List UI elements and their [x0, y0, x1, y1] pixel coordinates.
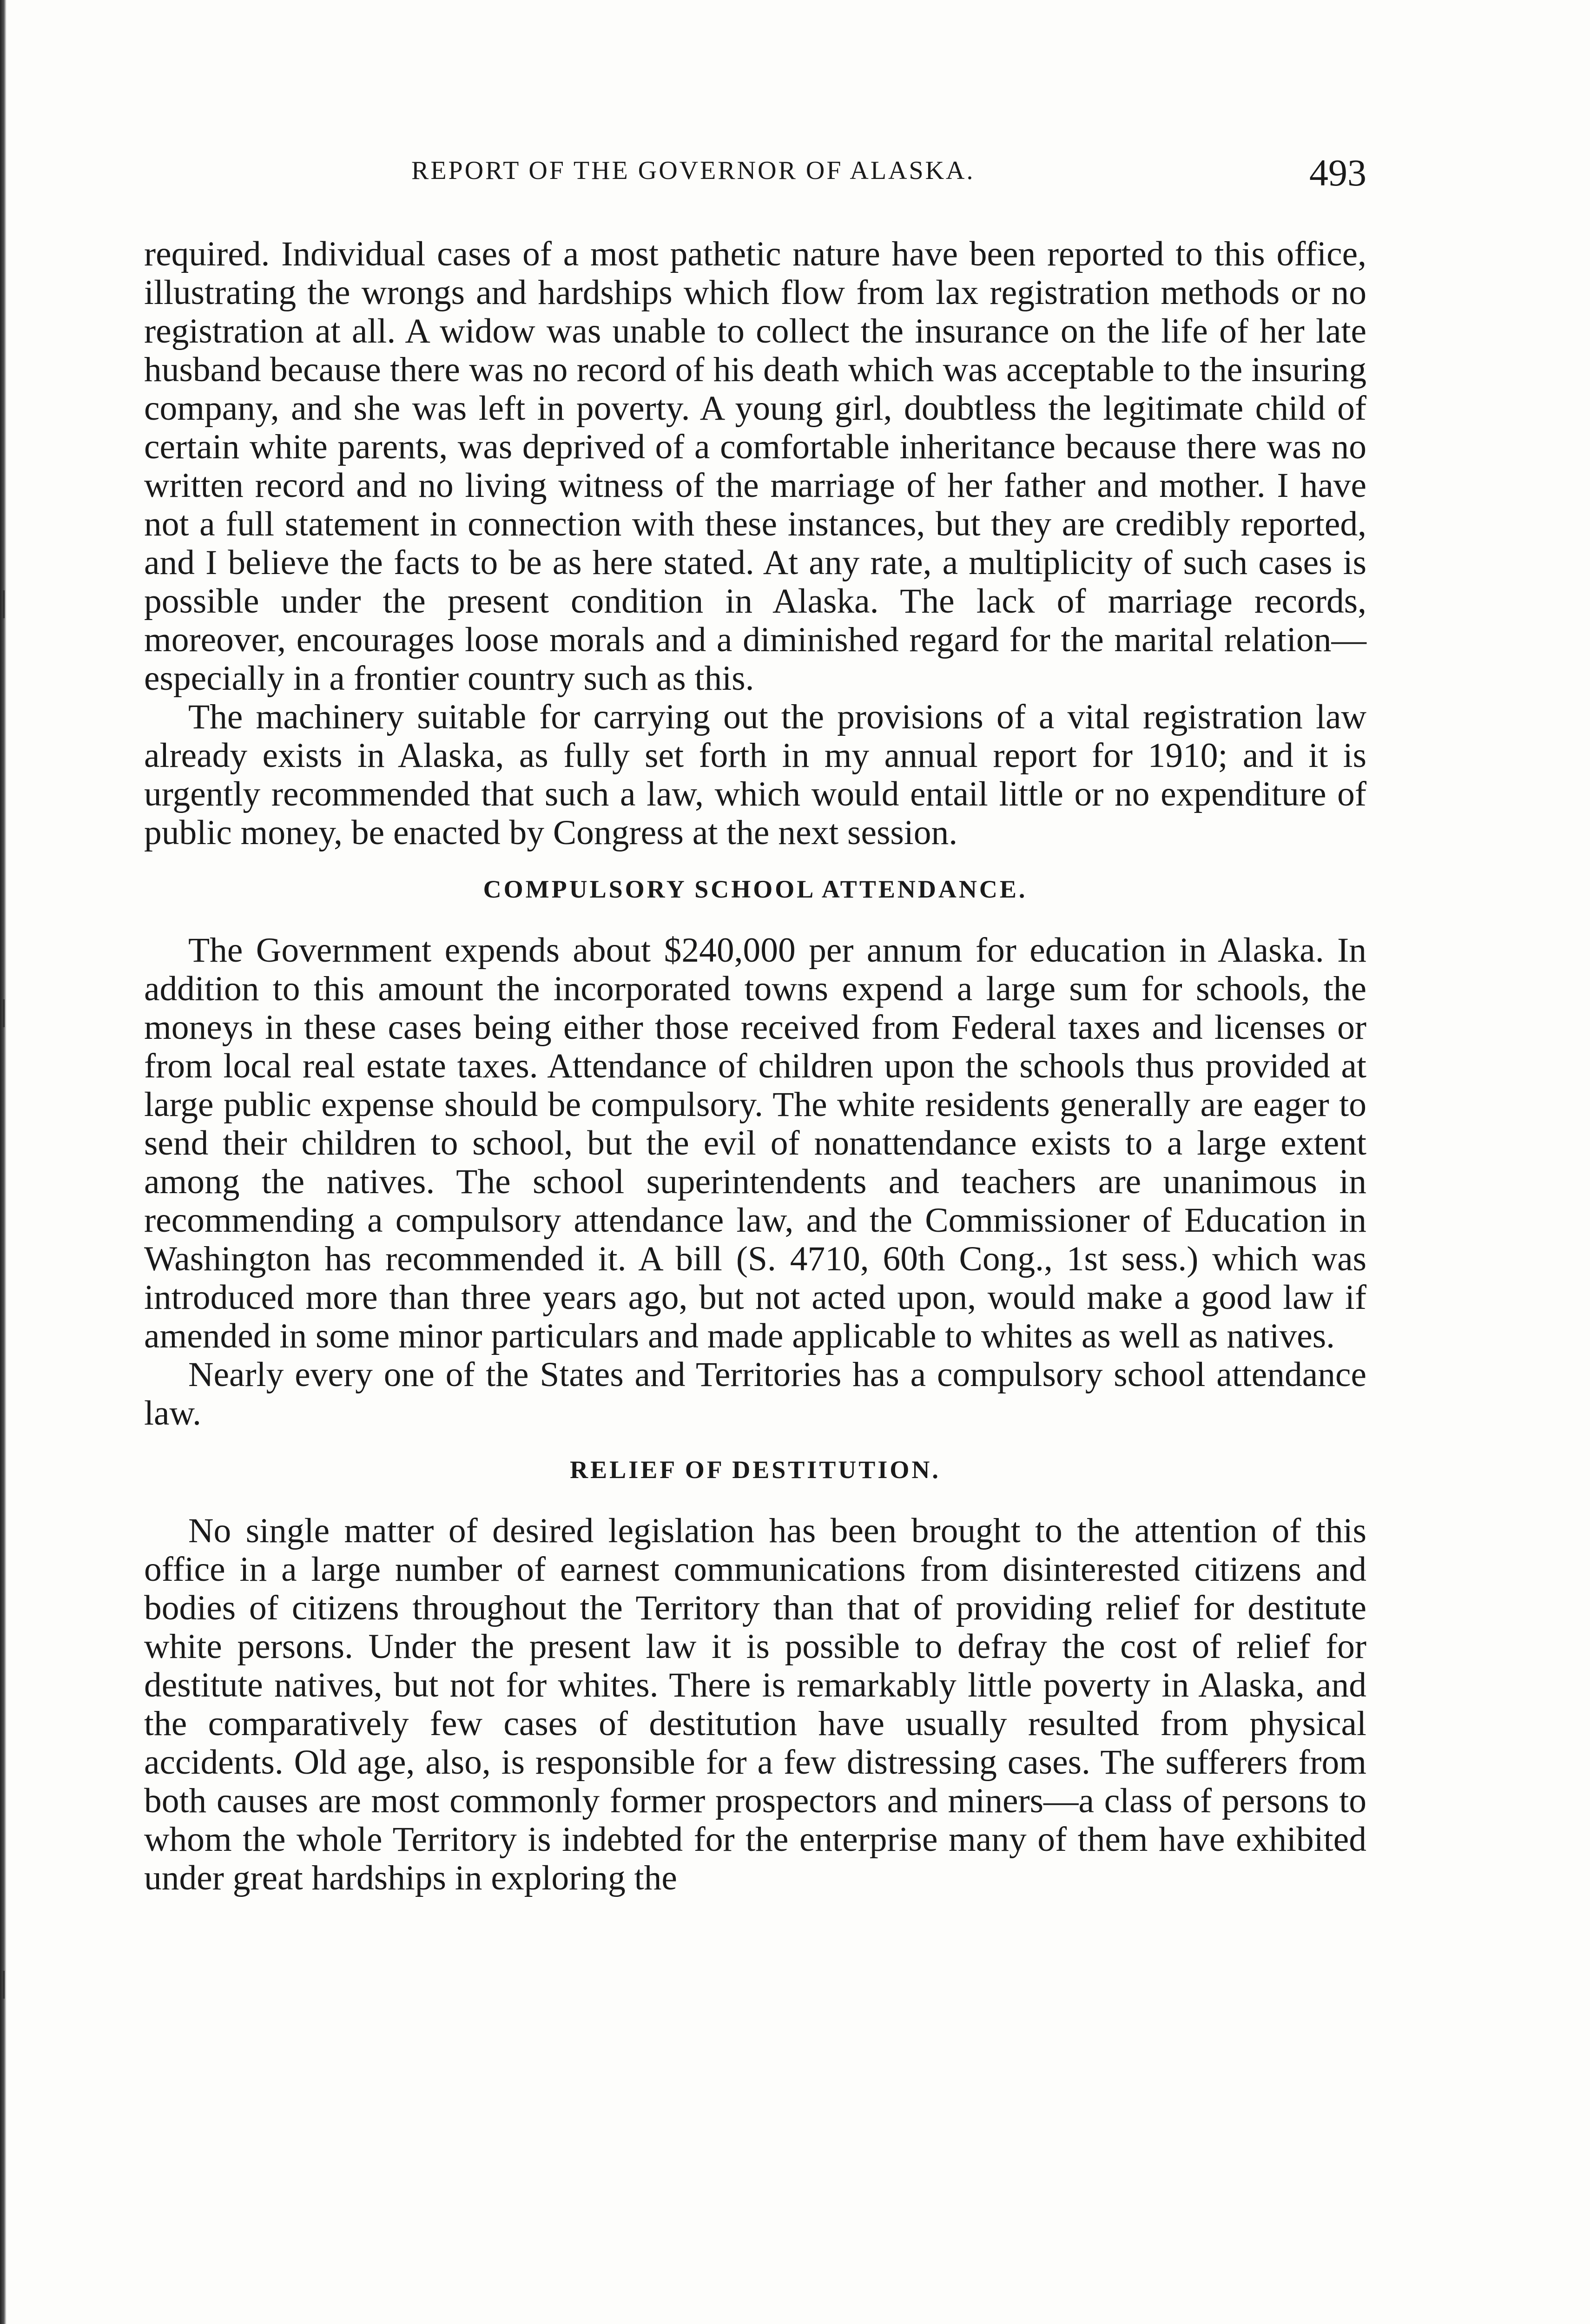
page-number: 493: [1309, 152, 1366, 194]
paragraph: Nearly every one of the States and Territories has a compulsory school attendance law.: [144, 1355, 1366, 1433]
paragraph: The machinery suitable for carrying out the provisions of a vital registration law already exists in Alaska, as fully set forth in my annual report for 1910; and it is urgently recommended that such a law, which would entail little or no expenditure of public money, be enacted by Congress at the next session.: [144, 698, 1366, 852]
section-heading-compulsory-school-attendance: COMPULSORY SCHOOL ATTENDANCE.: [483, 875, 1028, 903]
scan-mark: [3, 999, 5, 1027]
body-text: [144, 235, 1366, 1897]
scan-mark: [3, 1971, 5, 1999]
running-head: REPORT OF THE GOVERNOR OF ALASKA.: [411, 156, 975, 185]
paragraph: required. Individual cases of a most pathetic nature have been reported to this office, illustrating the wrongs and hardships which flow from lax registration methods or no registration at all. A widow was unable to collect the insurance on the life of her late husband because there was no record of his death which was acceptable to the insuring company, and she was left in poverty. A young girl, doubtless the legitimate child of certain white parents, was deprived of a comfortable inheritance because there was no written record and no living witness of the marriage of her father and mother. I have not a full statement in connection with these instances, but they are credibly reported, and I believe the facts to be as here stated. At any rate, a multiplicity of such cases is possible under the present condition in Alaska. The lack of marriage records, moreover, encourages loose morals and a diminished regard for the marital relation—especially in a frontier country such as this.: [144, 235, 1366, 698]
paragraph: No single matter of desired legislation has been brought to the attention of this office in a large number of earnest communications from disinterested citizens and bodies of citizens throughout the Territory than that of providing relief for destitute white persons. Under the present law it is possible to defray the cost of relief for destitute natives, but not for whites. There is remarkably little poverty in Alaska, and the comparatively few cases of destitution have usually resulted from physical accidents. Old age, also, is responsible for a few distressing cases. The sufferers from both causes are most commonly former prospectors and miners—a class of persons to whom the whole Territory is indebted for the enterprise many of them have exhibited under great hardships in exploring the: [144, 1512, 1366, 1897]
scan-mark: [3, 590, 5, 618]
paragraph: The Government expends about $240,000 per annum for education in Alaska. In addition to this amount the incorporated towns expend a large sum for schools, the moneys in these cases being either those received from Federal taxes and licenses or from local real estate taxes. Attendance of children upon the schools thus provided at large public expense should be compulsory. The white residents generally are eager to send their children to school, but the evil of nonattendance exists to a large extent among the natives. The school superintendents and teachers are unanimous in recommending a compulsory attendance law, and the Commissioner of Education in Washington has recommended it. A bill (S. 4710, 60th Cong., 1st sess.) which was introduced more than three years ago, but not acted upon, would make a good law if amended in some minor particulars and made applicable to whites as well as natives.: [144, 931, 1366, 1355]
section-heading-relief-of-destitution: RELIEF OF DESTITUTION.: [570, 1456, 941, 1484]
page-header: [144, 151, 1366, 198]
